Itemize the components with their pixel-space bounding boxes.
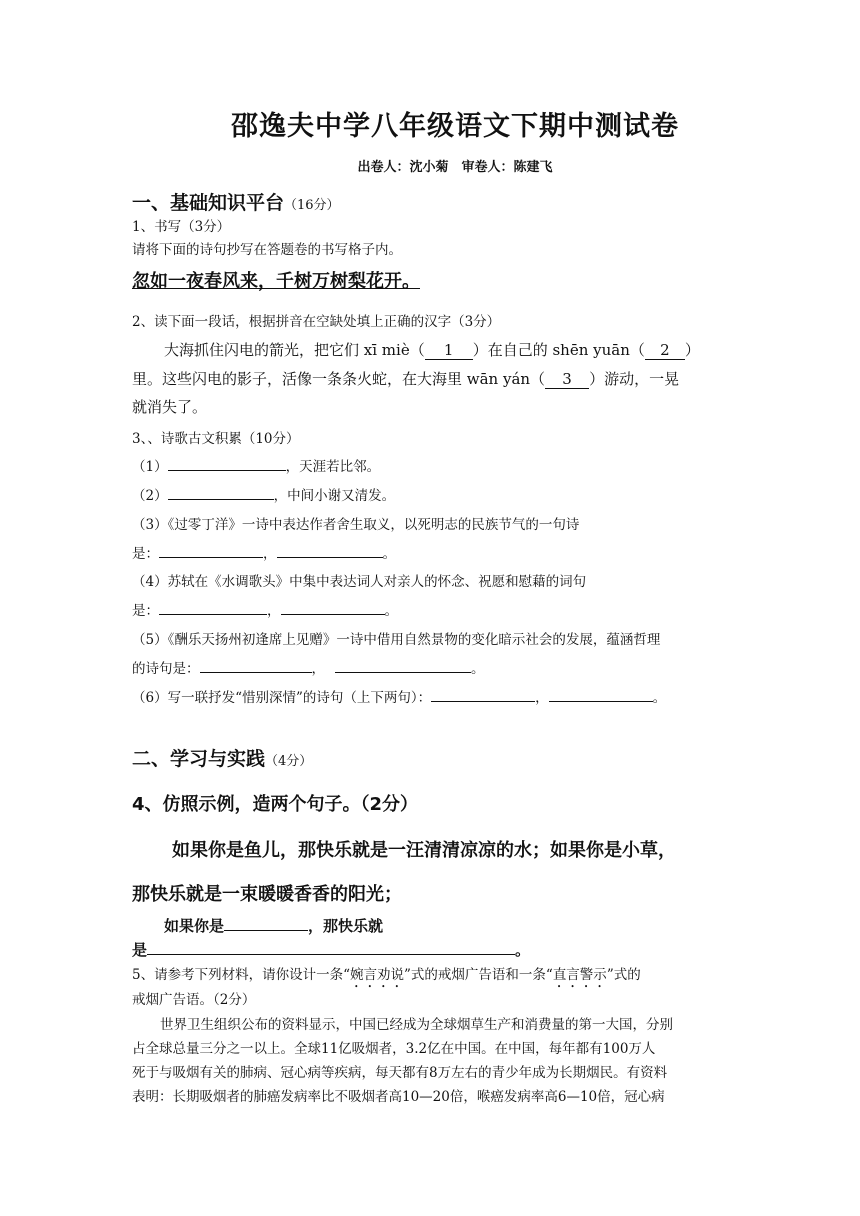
section-2-heading: 二、学习与实践（4分） — [132, 748, 313, 770]
q3-blank-5b[interactable] — [335, 658, 471, 673]
q3-blank-3a[interactable] — [159, 543, 263, 558]
q3-item-6: （6）写一联抒发“惜别深情”的诗句（上下两句）： ， 。 — [132, 686, 666, 706]
blank-1[interactable]: 1 — [425, 341, 473, 360]
q3-item-3: （3）《过零丁洋》一诗中表达作者舍生取义，以死明志的民族节气的一句诗 — [132, 517, 580, 533]
q4-blank-2[interactable] — [147, 940, 515, 955]
q5-emphasis-2: 直言警示 — [552, 967, 607, 983]
q5-emphasis-1: 婉言劝说 — [350, 967, 404, 983]
q5-title-line-2: 戒烟广告语。（2分） — [132, 992, 256, 1008]
q1-instruction: 请将下面的诗句抄写在答题卷的书写格子内。 — [132, 242, 402, 258]
q2-line-3: 就消失了。 — [132, 398, 208, 416]
q3-item-1: （1） ，天涯若比邻。 — [132, 455, 380, 475]
q5-passage-line-2: 占全球总量三分之一以上。全球11亿吸烟者，3.2亿在中国。在中国，每年都有100万人 — [132, 1041, 656, 1057]
q5-passage-line-1: 世界卫生组织公布的资料显示，中国已经成为全球烟草生产和消费量的第一大国，分别 — [160, 1017, 673, 1033]
blank-2[interactable]: 2 — [645, 341, 685, 360]
q4-example-line-2: 那快乐就是一束暖暖香香的阳光； — [132, 884, 402, 905]
section-1-heading: 一、基础知识平台（16分） — [132, 192, 340, 214]
q2-title: 2、读下面一段话，根据拼音在空缺处填上正确的汉字（3分） — [132, 314, 501, 330]
q2-line-2: 里。这些闪电的影子，活像一条条火蛇，在大海里 wān yán（ 3 ）游动，一晃 — [132, 370, 680, 388]
q3-title: 3、、诗歌古文积累（10分） — [132, 431, 300, 447]
q5-passage-line-3: 死于与吸烟有关的肺病、冠心病等疾病，每天都有8万左右的青少年成为长期烟民。有资料 — [132, 1065, 668, 1081]
q3-item-5: （5）《酬乐天扬州初逢席上见赠》一诗中借用自然景物的变化暗示社会的发展，蕴涵哲理 — [132, 632, 661, 648]
q3-item-4: （4）苏轼在《水调歌头》中集中表达词人对亲人的怀念、祝愿和慰藉的词句 — [132, 574, 587, 590]
q3-blank-3b[interactable] — [277, 543, 383, 558]
q1-title: 1、书写（3分） — [132, 219, 231, 235]
page-subtitle: 出卷人：沈小菊 审卷人：陈建飞 — [357, 160, 553, 175]
q5-title-line-1: 5、请参考下列材料，请你设计一条“婉言劝说”式的戒烟广告语和一条“直言警示”式的 — [132, 967, 641, 983]
q4-fill-line-2: 是 。 — [132, 941, 531, 959]
q3-blank-6a[interactable] — [431, 687, 535, 702]
q3-blank-5a[interactable] — [200, 658, 312, 673]
q3-item-2: （2） ，中间小谢又清发。 — [132, 484, 395, 504]
q1-poem: 忽如一夜春风来，千树万树梨花开。 — [132, 271, 420, 292]
q4-title: 4、仿照示例，造两个句子。（2分） — [132, 794, 419, 815]
q3-item-3-answer: 是： ， 。 — [132, 542, 396, 562]
blank-3[interactable]: 3 — [545, 370, 589, 389]
q3-item-4-answer: 是： ， 。 — [132, 599, 398, 619]
q3-blank-4a[interactable] — [159, 600, 267, 615]
q4-fill-line-1: 如果你是 ，那快乐就 — [164, 914, 383, 936]
page-title: 邵逸夫中学八年级语文下期中测试卷 — [231, 111, 679, 142]
q5-passage-line-4: 表明：长期吸烟者的肺癌发病率比不吸烟者高10—20倍，喉癌发病率高6—10倍，冠心病 — [132, 1089, 665, 1105]
q4-example-line-1: 如果你是鱼儿，那快乐就是一汪清清凉凉的水；如果你是小草， — [172, 840, 676, 861]
q3-blank-2[interactable] — [168, 485, 274, 500]
q4-blank-1[interactable] — [224, 914, 308, 931]
q3-blank-1[interactable] — [168, 456, 286, 471]
q3-blank-4b[interactable] — [281, 600, 385, 615]
q2-line-1: 大海抓住闪电的箭光，把它们 xī miè（ 1 ）在自己的 shēn yuān（ 2 ） — [164, 341, 700, 359]
q3-item-5-answer: 的诗句是： ， 。 — [132, 657, 485, 677]
q3-blank-6b[interactable] — [549, 687, 653, 702]
